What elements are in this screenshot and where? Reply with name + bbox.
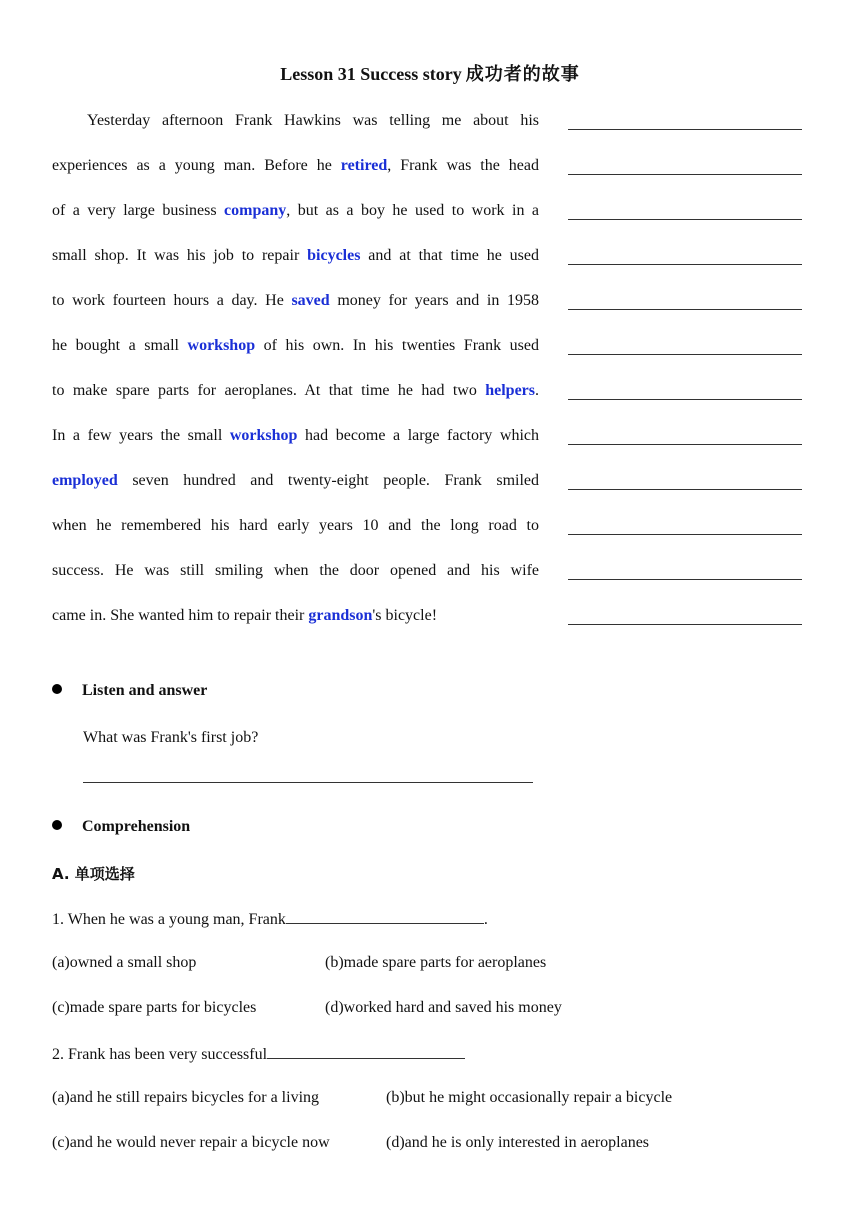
question-1-stem: 1. When he was a young man, Frank (52, 911, 286, 928)
q1-option-d[interactable]: (d)worked hard and saved his money (325, 999, 562, 1016)
question-1 (52, 909, 488, 929)
comprehension-heading (52, 818, 190, 836)
passage-line (52, 323, 539, 368)
q2-option-b[interactable]: (b)but he might occasionally repair a bicycle (386, 1089, 673, 1106)
vocabulary-keyword: company (224, 202, 287, 219)
note-line[interactable] (568, 278, 802, 323)
question-2 (52, 1044, 465, 1064)
passage-text: small shop. It was his job to repair (52, 247, 308, 264)
passage-line (52, 503, 539, 548)
q2-option-c[interactable]: (c)and he would never repair a bicycle now (52, 1134, 330, 1151)
vocabulary-keyword: helpers (485, 382, 535, 399)
passage-text: 's bicycle! (372, 607, 438, 624)
reading-passage (52, 98, 539, 638)
note-line[interactable] (568, 548, 802, 593)
listen-heading (52, 682, 207, 700)
passage-text: In a few years the small (52, 427, 230, 444)
note-line[interactable] (568, 503, 802, 548)
passage-line (52, 278, 539, 323)
passage-text: came in. She wanted him to repair their (52, 607, 309, 624)
question-2-blank[interactable] (267, 1044, 465, 1059)
passage-text: , Frank was the head (387, 157, 539, 174)
passage-line (52, 593, 539, 638)
vocabulary-keyword: grandson (308, 607, 373, 624)
note-line[interactable] (568, 143, 802, 188)
note-line[interactable] (568, 233, 802, 278)
question-1-blank[interactable] (286, 909, 484, 924)
title-english: Lesson 31 Success story (280, 64, 462, 84)
bullet-dot-icon (52, 684, 62, 694)
passage-text: when he remembered his hard early years 10 and the long road to (52, 517, 539, 534)
vocabulary-keyword: bicycles (307, 247, 361, 264)
passage-line (52, 188, 539, 233)
passage-text: he bought a small (52, 337, 188, 354)
passage-text: money for years and in 1958 (329, 292, 539, 309)
note-line[interactable] (568, 368, 802, 413)
note-line[interactable] (568, 323, 802, 368)
passage-text: , but as a boy he used to work in a (286, 202, 539, 219)
lesson-title (0, 60, 860, 86)
passage-text: and at that time he used (360, 247, 539, 264)
title-chinese: 成功者的故事 (465, 64, 580, 85)
passage-line (52, 98, 539, 143)
passage-text: Yesterday afternoon Frank Hawkins was telling me about his (87, 112, 539, 129)
note-lines (568, 98, 802, 638)
comprehension-heading-text: Comprehension (82, 818, 191, 835)
passage-line (52, 548, 539, 593)
passage-text: . (535, 382, 539, 399)
passage-text: of a very large business (52, 202, 225, 219)
question-2-stem: 2. Frank has been very successful (52, 1046, 268, 1063)
q2-option-a[interactable]: (a)and he still repairs bicycles for a living (52, 1089, 320, 1106)
passage-line (52, 143, 539, 188)
note-line[interactable] (568, 188, 802, 233)
q1-option-c[interactable]: (c)made spare parts for bicycles (52, 999, 257, 1016)
vocabulary-keyword: retired (340, 157, 388, 174)
passage-line (52, 458, 539, 503)
passage-text: to work fourteen hours a day. He (52, 292, 292, 309)
passage-text: seven hundred and twenty-eight people. Frank smiled (117, 472, 539, 489)
question-1-end: . (483, 911, 488, 928)
vocabulary-keyword: workshop (229, 427, 298, 444)
note-line[interactable] (568, 458, 802, 503)
passage-line (52, 368, 539, 413)
vocabulary-keyword: saved (291, 292, 330, 309)
note-line[interactable] (568, 98, 802, 143)
passage-line (52, 413, 539, 458)
passage-text: experiences as a young man. Before he (52, 157, 341, 174)
passage-text: success. He was still smiling when the door opened and his wife (52, 562, 539, 579)
passage-line (52, 233, 539, 278)
listen-question: What was Frank's first job? (83, 729, 259, 746)
vocabulary-keyword: workshop (187, 337, 256, 354)
section-a-heading: A. 单项选择 (52, 865, 135, 883)
passage-text: of his own. In his twenties Frank used (255, 337, 539, 354)
note-line[interactable] (568, 593, 802, 638)
vocabulary-keyword: employed (52, 472, 118, 489)
q1-option-b[interactable]: (b)made spare parts for aeroplanes (325, 954, 547, 971)
listen-answer-line[interactable] (83, 782, 533, 783)
passage-text: to make spare parts for aeroplanes. At that time he had two (52, 382, 486, 399)
q2-option-d[interactable]: (d)and he is only interested in aeroplanes (386, 1134, 650, 1151)
q1-option-a[interactable]: (a)owned a small shop (52, 954, 197, 971)
listen-heading-text: Listen and answer (82, 682, 208, 699)
note-line[interactable] (568, 413, 802, 458)
bullet-dot-icon (52, 820, 62, 830)
passage-text: had become a large factory which (297, 427, 539, 444)
